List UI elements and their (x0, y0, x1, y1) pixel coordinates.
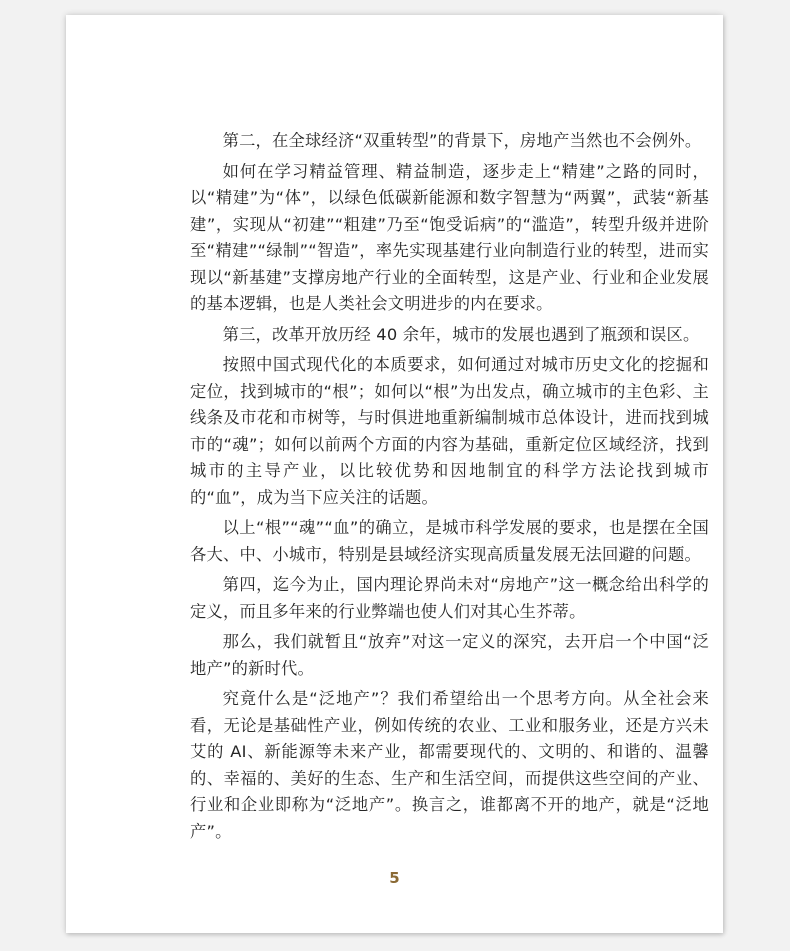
paragraph-fourth-point: 第四，迄今为止，国内理论界尚未对“房地产”这一概念给出科学的定义，而且多年来的行业弊端也使人们对其心生芥蒂。 (190, 575, 709, 621)
paragraph-city-root-soul-blood: 按照中国式现代化的本质要求，如何通过对城市历史文化的挖掘和定位，找到城市的“根”；如何以“根”为出发点，确立城市的主色彩、主线条及市花和市树等，与时俱进地重新编制城市总体设计，进而找到城市的“魂”；如何以前两个方面的内容为基础，重新定位区域经济，找到城市的主导产业，以比较优势和因地制宜的科学方法论找到城市的“血”，成为当下应关注的话题。 (190, 355, 709, 507)
paragraph-precise-construction: 如何在学习精益管理、精益制造，逐步走上“精建”之路的同时，以“精建”为“体”，以绿色低碳新能源和数字智慧为“两翼”，武装“新基建”，实现从“初建”“粗建”乃至“饱受诟病”的“滥造”，转型升级并进阶至“精建”“绿制”“智造”，率先实现基建行业向制造行业的转型，进而实现以“新基建”支撑房地产行业的全面转型，这是产业、行业和企业发展的基本逻辑，也是人类社会文明进步的内在要求。 (190, 161, 709, 313)
page-content (190, 128, 709, 849)
paragraph-second-point: 第二，在全球经济“双重转型”的背景下，房地产当然也不会例外。 (222, 131, 702, 150)
paragraph-third-point: 第三，改革开放历经 40 余年，城市的发展也遇到了瓶颈和误区。 (222, 324, 700, 344)
document-page (66, 15, 723, 933)
paragraph-pan-real-estate: 究竟什么是“泛地产”？我们希望给出一个思考方向。从全社会来看，无论是基础性产业，例如传统的农业、工业和服务业，还是方兴未艾的 AI、新能源等未来产业，都需要现代的、文明的、和谐的、温馨的、幸福的、美好的生态、生产和生活空间，而提供这些空间的产业、行业和企业即称为“泛地产”。换言之，谁都离不开的地产，就是“泛地产”。 (190, 689, 709, 841)
paragraph-city-development: 以上“根”“魂”“血”的确立，是城市科学发展的要求，也是摆在全国各大、中、小城市，特别是县域经济实现高质量发展无法回避的问题。 (190, 518, 709, 564)
page-number: 5 (389, 869, 400, 887)
paragraph-new-era: 那么，我们就暂且“放弃”对这一定义的深究，去开启一个中国“泛地产”的新时代。 (190, 632, 709, 678)
